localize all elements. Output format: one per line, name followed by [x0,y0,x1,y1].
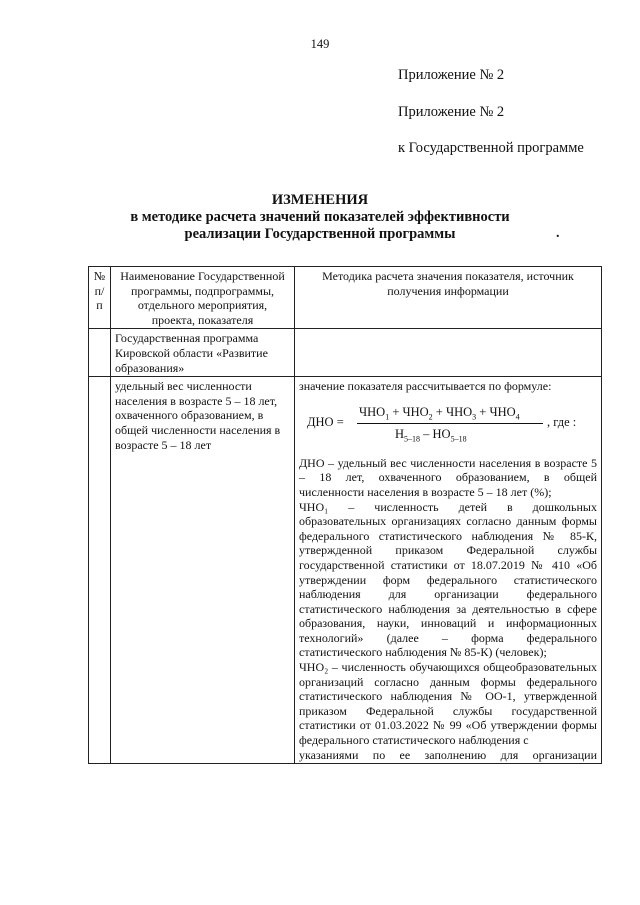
program-name: Государственная программа Кировской области «Развитие образования» [111,329,295,377]
formula-tail: , где : [547,414,577,429]
title-heading: ИЗМЕНЕНИЯ [271,192,369,208]
fraction-bar [357,423,543,424]
appendix-label: Приложение № 2 [398,67,505,83]
appendix-label-repeat: Приложение № 2 [398,104,505,120]
changes-table [88,266,602,764]
header-name: Наименование Государственной программы, подпрограммы, отдельного мероприятия, проекта, показателя [111,267,295,329]
table-row [89,377,602,764]
formula-intro: значение показателя рассчитывается по формуле: [299,379,552,394]
formula-denominator: $Н_{5-18} - НО_{5-18}$ [395,426,467,444]
title-subheading: в методике расчета значений показателей эффективности [130,209,510,225]
stray-mark: . [556,226,560,241]
document-title [0,192,640,243]
program-method [295,329,602,377]
indicator-method [295,377,602,764]
title-subheading-continued: реализации Государственной программы [184,226,456,242]
formula-numerator: $ЧНО_1 + ЧНО_2 + ЧНО_3 + ЧНО_4$ [359,404,520,422]
row-number [89,329,111,377]
header-method: Методика расчета значения показателя, источник получения информации [295,267,602,329]
definition-chno1: ЧНО₁ – численность детей в дошкольных образовательных организациях согласно данным формы федерального статистического наблюдения № 85-К, утвержденной приказом Федеральной службы государственной статистики от 18.07.2019 № 410 «Об утверждении форм федерального статистического наблюдения для организации федерального статистического наблюдения за деятельностью в сфере образования, науки, инноваций и информационных технологий» (далее – форма федерального статистического наблюдения № 85-К) (человек); [299,499,597,660]
definition-chno2: ЧНО₂ – численность обучающихся общеобразовательных организаций согласно данным формы федерального статистического наблюдения № ОО-1, утвержденной приказом Федеральной службы государственной статистики от 01.03.2022 № 99 «Об утверждении формы федерального статистического наблюдения с [299,660,597,748]
table-header-row [89,267,602,329]
indicator-name: удельный вес численности населения в возрасте 5 – 18 лет, охваченного образованием, в общей численности населения в возрасте 5 – 18 лет [111,377,295,764]
definition-chno2-continued: указаниями по ее заполнению для организации [299,747,597,762]
definition-dno: ДНО – удельный вес численности населения в возрасте 5 – 18 лет, охваченного образованием, в общей численности населения в возрасте 5 – 18 лет (%); [299,455,597,499]
appendix-reference: к Государственной программе [398,140,584,156]
page-number: 149 [310,37,330,51]
formula-lhs: ДНО = [307,414,344,429]
formula [299,402,597,446]
header-number: № п/п [89,267,111,329]
table-row [89,329,602,377]
row-number [89,377,111,764]
